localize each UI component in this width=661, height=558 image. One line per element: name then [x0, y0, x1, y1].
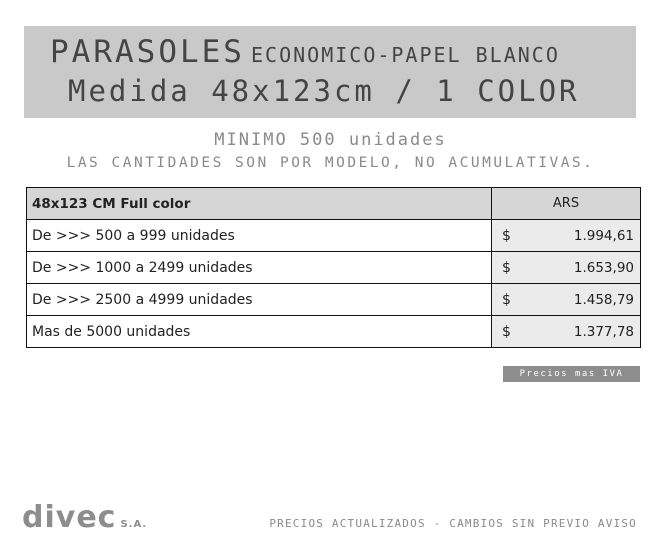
brand-suffix: S.A. — [120, 519, 148, 530]
minimum-note: MINIMO 500 unidades — [214, 130, 447, 150]
quantities-note: LAS CANTIDADES SON POR MODELO, NO ACUMULATIVAS. — [66, 155, 595, 171]
table-row — [27, 284, 641, 316]
title-banner — [24, 26, 636, 118]
title-line — [50, 34, 560, 70]
row-label: De >>> 500 a 999 unidades — [27, 220, 492, 252]
iva-badge: Precios mas IVA — [503, 366, 640, 382]
table-row — [27, 220, 641, 252]
currency-symbol: $ — [502, 291, 511, 308]
brand-logo — [22, 500, 147, 535]
footer-note: PRECIOS ACTUALIZADOS - CAMBIOS SIN PREVIO AVISO — [269, 517, 637, 530]
row-label: Mas de 5000 unidades — [27, 316, 492, 348]
currency-symbol: $ — [502, 323, 511, 340]
price-table — [26, 187, 641, 348]
row-label: De >>> 1000 a 2499 unidades — [27, 252, 492, 284]
table-header-row — [27, 188, 641, 220]
table-row — [27, 316, 641, 348]
row-price-cell — [492, 284, 641, 316]
row-price: 1.994,61 — [573, 227, 634, 244]
row-price-cell — [492, 316, 641, 348]
currency-symbol: $ — [502, 227, 511, 244]
page-title: PARASOLES — [50, 34, 245, 70]
table-header-label: 48x123 CM Full color — [27, 188, 492, 220]
currency-symbol: $ — [502, 259, 511, 276]
row-price: 1.458,79 — [573, 291, 634, 308]
brand-name: divec — [22, 500, 117, 535]
size-line: Medida 48x123cm / 1 COLOR — [68, 74, 580, 108]
page-subtitle: ECONOMICO-PAPEL BLANCO — [250, 43, 560, 67]
row-price-cell — [492, 252, 641, 284]
row-price: 1.377,78 — [573, 323, 634, 340]
table-header-currency: ARS — [492, 188, 641, 220]
row-price-cell — [492, 220, 641, 252]
row-price: 1.653,90 — [573, 259, 634, 276]
row-label: De >>> 2500 a 4999 unidades — [27, 284, 492, 316]
table-row — [27, 252, 641, 284]
